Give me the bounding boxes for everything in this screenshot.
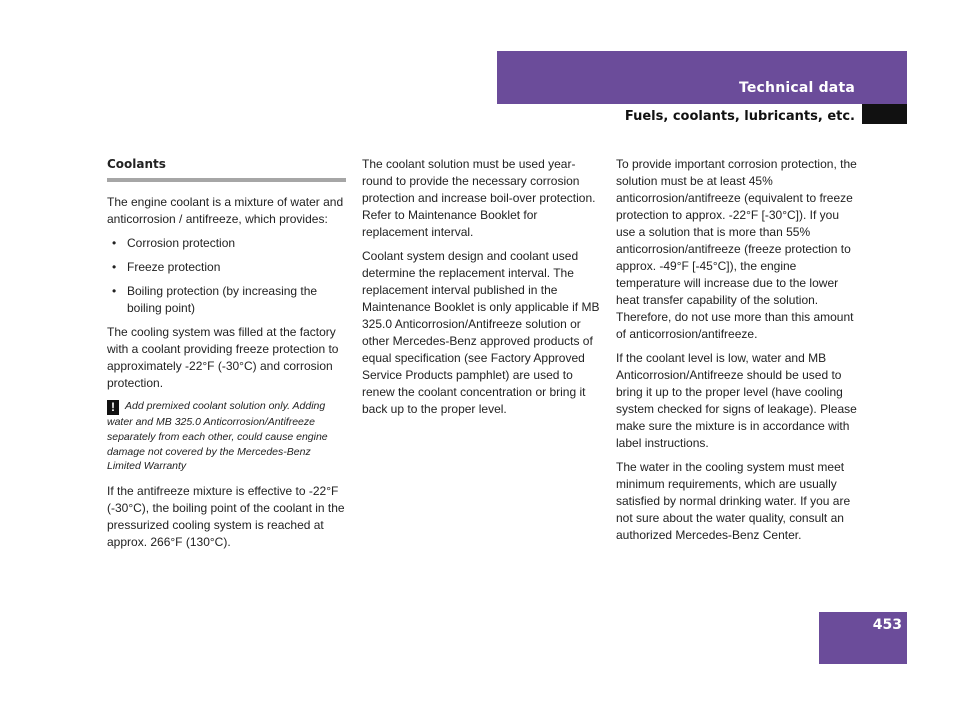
factory-fill-paragraph: The cooling system was filled at the factory with a coolant providing freeze protection to approximately -22°F (-30°C) and corrosion protection.	[107, 325, 339, 390]
coolants-heading: Coolants	[107, 157, 166, 171]
list-item: • Corrosion protection	[112, 236, 236, 250]
list-item: • Freeze protection	[112, 260, 221, 274]
bullet-icon: •	[112, 284, 117, 298]
bullet-icon: •	[112, 236, 117, 250]
water-quality-paragraph: The water in the cooling system must meet minimum requirements, which are usually satisfied by normal drinking water. If you are not sure about the water quality, consult an authorized Mercedes-Benz Center.	[616, 460, 851, 542]
subsection-title: Fuels, coolants, lubricants, etc.	[624, 109, 855, 124]
coolant-intro: The engine coolant is a mixture of water and anticorrosion / antifreeze, which provides:	[107, 195, 344, 226]
warning-note	[107, 399, 347, 474]
low-coolant-paragraph: If the coolant level is low, water and MB Anticorrosion/Antifreeze should be used to bring it up to the proper level (have cooling system checked for signs of leakage). Please make sure the mixture is in accordance with label instructions.	[616, 351, 857, 450]
column-1	[107, 156, 347, 558]
bullet-icon: •	[112, 260, 117, 274]
warning-icon: !	[107, 400, 119, 415]
bullet-list	[107, 235, 347, 317]
page-number: 453	[872, 617, 902, 633]
header-band	[497, 51, 907, 104]
corrosion-protection-paragraph: To provide important corrosion protection, the solution must be at least 45% anticorrosion/antifreeze (equivalent to freeze protection to approx. -22°F [-30°C]). If you use a solution that is more than 55% anticorrosion/antifreeze (freeze protection to approx. -49°F [-45°C]), the engine temperature will increase due to the lower heat transfer capability of the solution. Therefore, do not use more than this amount of anticorrosion/antifreeze.	[616, 157, 857, 341]
warning-text: Add premixed coolant solution only. Adding water and MB 325.0 Anticorrosion/Antifreeze separately from each other, could cause engine damage not covered by the Mercedes-Benz Limited Warranty	[107, 400, 328, 473]
column-3	[616, 156, 859, 551]
replacement-interval-paragraph: Coolant system design and coolant used determine the replacement interval. The replacement interval published in the Maintenance Booklet is only applicable if MB 325.0 Anticorrosion/Antifreeze solution or other Mercedes-Benz approved products of equal specification (see Factory Approved Service Products pamphlet) are used to renew the coolant concentration or bring it back up to the proper level.	[362, 249, 600, 416]
column-2	[362, 156, 602, 425]
boiling-point-paragraph: If the antifreeze mixture is effective to -22°F (-30°C), the boiling point of the coolant in the pressurized cooling system is reached at approx. 266°F (130°C).	[107, 484, 345, 550]
list-item: • Boiling protection (by increasing the boiling point)	[112, 284, 318, 315]
year-round-paragraph: The coolant solution must be used year-round to provide the necessary corrosion protection and increase boil-over protection. Refer to Maintenance Booklet for replacement interval.	[362, 157, 596, 239]
section-tab-marker	[862, 104, 907, 124]
section-title: Technical data	[738, 80, 855, 96]
heading-rule	[107, 178, 346, 182]
